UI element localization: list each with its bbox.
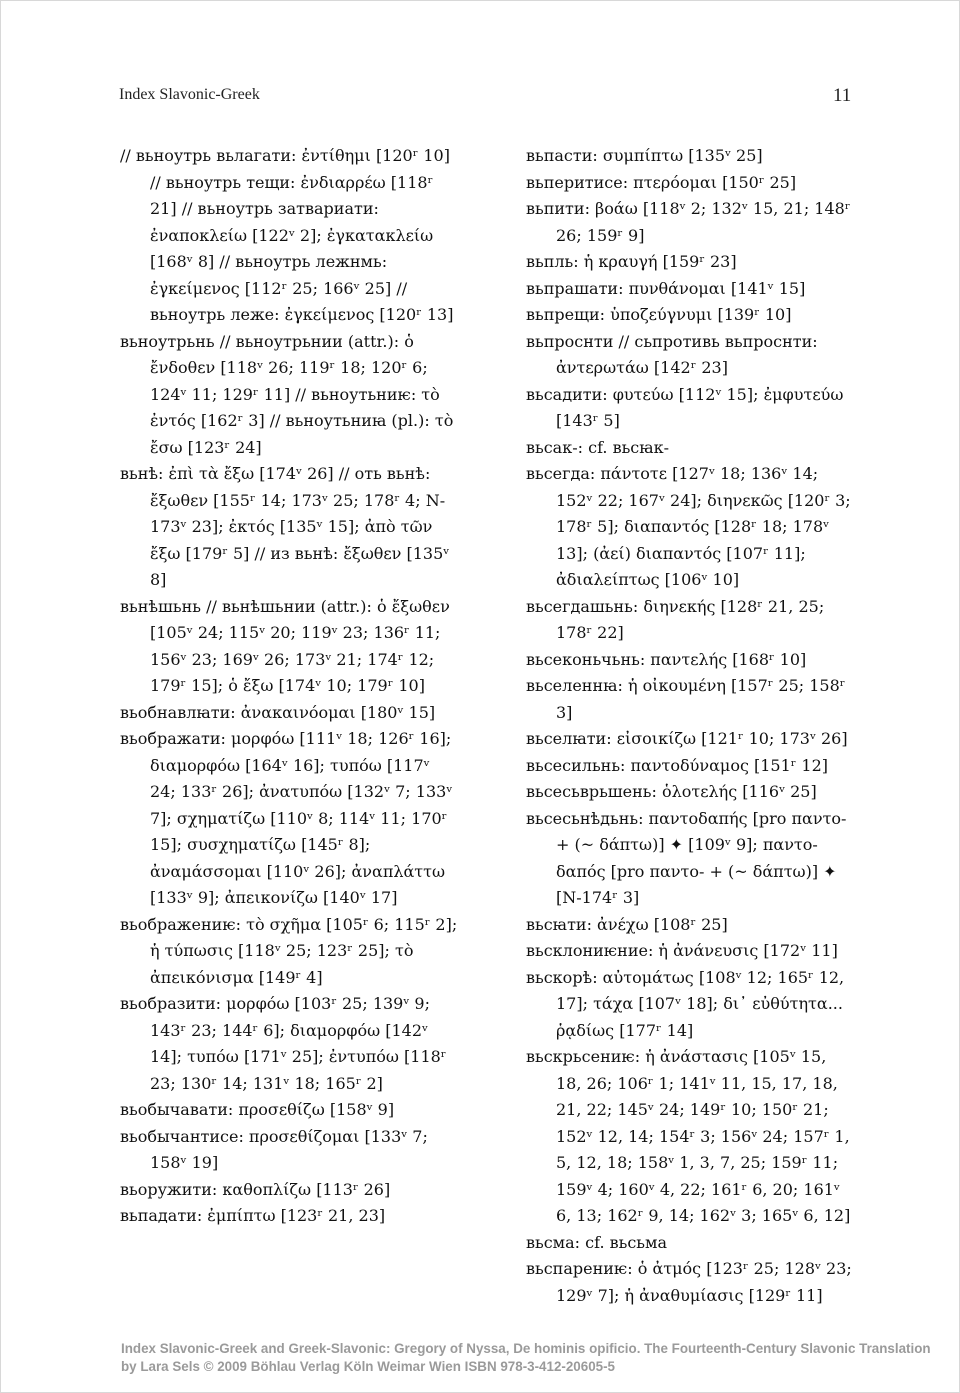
left-column <box>120 143 460 1230</box>
copyright-footer <box>121 1340 931 1376</box>
footer-line-publisher: by Lara Sels © 2009 Böhlau Verlag Köln Weimar Wien ISBN 978-3-412-20605-5 <box>121 1359 616 1374</box>
index-entry: вьскорѣ: αὐτομάτως [108ᵛ 12; 165ʳ 12, 17]; τάχα [107ᵛ 18]; δι᾽ εὐθύτητα... ῥᾳδίως [177ʳ 14] <box>526 967 845 1040</box>
index-entry: вьпрашати: πυνθάνομαι [141ᵛ 15] <box>526 278 806 298</box>
index-entry: вьспарениѥ: ὁ ἀτμός [123ʳ 25; 128ᵛ 23; 129ᵛ 7]; ἡ ἀναθυμίασις [129ʳ 11] <box>526 1259 852 1305</box>
page-number: 11 <box>833 85 852 106</box>
index-entry: вьсегда: πάντοτε [127ᵛ 18; 136ᵛ 14; 152ᵛ 22; 167ᵛ 24]; διηνεκῶς [120ʳ 3; 178ʳ 5]; διαπαντός [128ʳ 18; 178ᵛ 13]; (ἀεί) διαπαντός [107ʳ 11]; ἀδιαλείπτως [106ᵛ 10] <box>526 464 851 589</box>
index-entry: вьпрещи: ὑποζεύγνυμι [139ʳ 10] <box>526 305 792 324</box>
index-entry: вьсклониѥние: ἡ ἀνάνευσις [172ᵛ 11] <box>526 941 838 960</box>
index-entry: вьпадати: ἐμπίπτω [123ʳ 21, 23] <box>120 1206 386 1225</box>
index-entry: вьобычавати: προσεθίζω [158ᵛ 9] <box>120 1100 395 1119</box>
index-entry: вьпль: ἡ κραυγή [159ʳ 23] <box>526 252 737 271</box>
index-entry: вьображениѥ: τὸ σχῆμα [105ʳ 6; 115ʳ 2]; ἡ τύπωσις [118ᵛ 25; 123ʳ 25]; τὸ ἀπεικόνισμα [149ʳ 4] <box>120 914 458 987</box>
index-entry: // вьноутрь вьлагати: ἐντίθημι [120ʳ 10] // вьноутрь тещи: ἐνδιαρρέω [118ʳ 21] // вьноутрь затвариати: ἐναποκλείω [122ᵛ 2]; ἐγκατακλείω [168ᵛ 8] // вьноутрь лежнмь: ἐγκείμενος [112ʳ 25; 166ᵛ 25] // вьноутрь леже: ἐγκείμενος [120ʳ 13] <box>120 146 454 324</box>
index-entry: вьоружити: καθοπλίζω [113ʳ 26] <box>120 1179 391 1199</box>
index-entry: вьпасти: συμπίπτω [135ᵛ 25] <box>526 146 763 165</box>
index-entry: вьселеннꙗ: ἡ οἰκουμένη [157ʳ 25; 158ʳ 3] <box>526 676 846 722</box>
footer-line-title: Index Slavonic-Greek and Greek-Slavonic: Gregory of Nyssa, De hominis opificio. The Fourteenth-Century Slavonic Translation <box>121 1341 931 1356</box>
right-column <box>526 143 856 1309</box>
index-entry: вьнѣ: ἐπὶ τὰ ἔξω [174ᵛ 26] // оть вьнѣ: ἔξωθεν [155ʳ 14; 173ᵛ 25; 178ʳ 4; N-173ᵛ 23]; ἐκτός [135ᵛ 15]; ἀπὸ τῶν ἔξω [179ʳ 5] // из вьнѣ: ἔξωθεν [135ᵛ 8] <box>120 464 450 589</box>
index-entry: вьсесьврьшень: ὁλοτελής [116ᵛ 25] <box>526 782 817 801</box>
index-entry: вьсак-: cf. вьсꙗк- <box>526 437 670 457</box>
index-entry: вьсесьнѣдьнь: παντοδαπής [pro παντο- + (~ δάπτω)] ✦ [109ᵛ 9]; παντο- δαπός [pro παντο- + (~ δάπτω)] ✦ [N-174ʳ 3] <box>526 808 847 907</box>
index-entry: вьсесильнь: παντοδύναμος [151ʳ 12] <box>526 755 829 775</box>
index-entry: вьскрьсениѥ: ἡ ἀνάστασις [105ᵛ 15, 18, 26; 106ʳ 1; 141ᵛ 11, 15, 17, 18, 21, 22; 145ᵛ 24; 149ʳ 10; 150ʳ 21; 152ᵛ 12, 14; 154ʳ 3; 156ᵛ 24; 157ʳ 1, 5, 12, 18; 158ᵛ 1, 3, 7, 25; 159ʳ 11; 159ᵛ 4; 160ᵛ 4, 22; 161ʳ 6, 20; 161ᵛ 6, 13; 162ʳ 9, 14; 162ᵛ 3; 165ᵛ 6, 12] <box>526 1047 851 1225</box>
index-entry: вьображати: μορφόω [111ᵛ 18; 126ʳ 16]; διαμορφόω [164ᵛ 16]; τυπόω [117ᵛ 24; 133ʳ 26]; ἀνατυπόω [132ᵛ 7; 133ᵛ 7]; σχηματίζω [110ᵛ 8; 114ᵛ 11; 170ʳ 15]; συσχηματίζω [145ʳ 8]; ἀναμάσσομαι [110ᵛ 26]; ἀναπλάττω [133ᵛ 9]; ἀπεικονίζω [140ᵛ 17] <box>120 729 453 907</box>
index-entry: вьсꙗти: ἀνέχω [108ʳ 25] <box>526 914 728 934</box>
index-entry: вьпити: βοάω [118ᵛ 2; 132ᵛ 15, 21; 148ʳ 26; 159ʳ 9] <box>526 199 851 245</box>
running-title: Index Slavonic-Greek <box>119 86 260 103</box>
index-entry: вьобычантисе: προσεθίζομαι [133ᵛ 7; 158ᵛ 19] <box>120 1126 428 1172</box>
index-entry: вьселꙗти: εἰσοικίζω [121ʳ 10; 173ᵛ 26] <box>526 729 848 748</box>
index-entry: вьсегдашьнь: διηνεκής [128ʳ 21, 25; 178ʳ 22] <box>526 596 825 642</box>
index-entry: вьперитисе: πτερόομαι [150ʳ 25] <box>526 172 797 192</box>
index-entry: вьсеконьчьнь: παντελής [168ʳ 10] <box>526 649 807 669</box>
index-entry: вьобразити: μορφόω [103ʳ 25; 139ᵛ 9; 143ʳ 23; 144ʳ 6]; διαμορφόω [142ᵛ 14]; τυπόω [171ᵛ 25]; ἐντυπόω [118ʳ 23; 130ʳ 14; 131ᵛ 18; 165ʳ 2] <box>120 994 447 1093</box>
index-entry: вьсма: cf. вьсьма <box>526 1232 667 1252</box>
index-entry: вьпроснти // сьпротивь вьпроснти: ἀντερωτάω [142ʳ 23] <box>526 331 818 377</box>
index-entry: вьноутрьнь // вьноутрьнии (attr.): ὁ ἔνδοθεν [118ᵛ 26; 119ʳ 18; 120ʳ 6; 124ᵛ 11; 129ʳ 11] // вьноутьниѥ: τὸ ἐντός [162ʳ 3] // вьноутьниꙗ (pl.): τὸ ἔσω [123ʳ 24] <box>120 331 454 457</box>
index-entry: вьнѣшьнь // вьнѣшьнии (attr.): ὁ ἔξωθεν [105ᵛ 24; 115ᵛ 20; 119ᵛ 23; 136ʳ 11; 156ᵛ 23; 169ᵛ 26; 173ᵛ 21; 174ʳ 12; 179ʳ 15]; ὁ ἔξω [174ᵛ 10; 179ʳ 10] <box>120 596 450 695</box>
index-entry: вьсадити: φυτεύω [112ᵛ 15]; ἐμφυτεύω [143ʳ 5] <box>526 384 844 430</box>
index-entry: вьобнавлꙗти: ἀνακαινόομαι [180ᵛ 15] <box>120 702 436 722</box>
